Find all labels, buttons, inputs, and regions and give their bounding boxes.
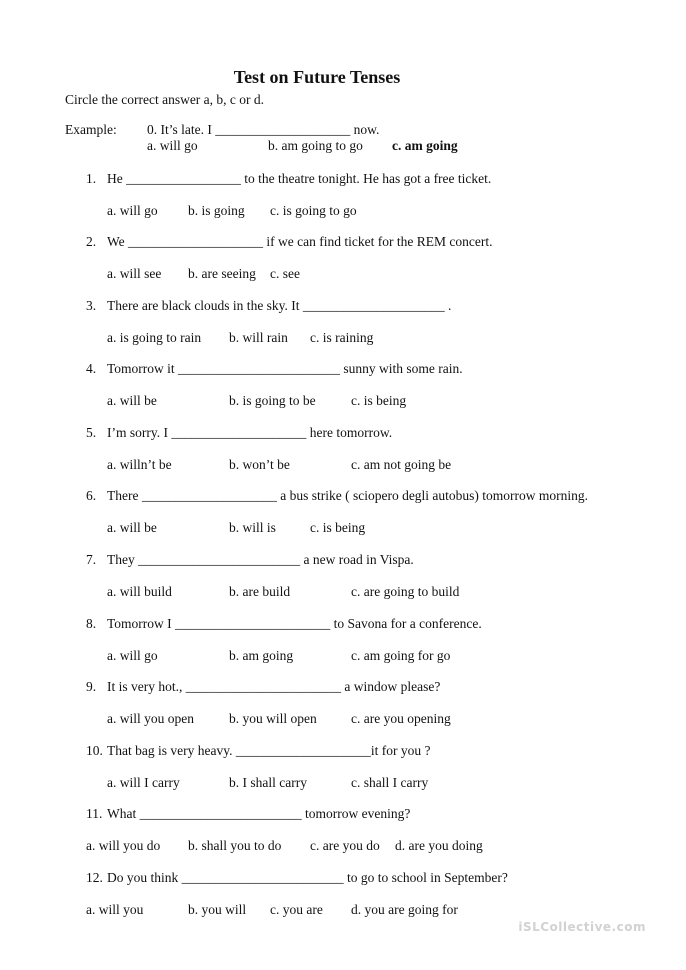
instructions: Circle the correct answer a, b, c or d. [65,92,265,107]
option-c[interactable]: c. shall I carry [351,775,429,790]
option-a[interactable]: a. will you open [107,711,194,726]
option-b[interactable]: b. am going [229,648,294,663]
option-d[interactable]: d. you are going for [351,902,458,917]
example-option-b: b. am going to go [268,138,363,153]
option-a[interactable]: a. will be [107,393,157,408]
option-a[interactable]: a. will be [107,520,157,535]
option-b[interactable]: b. is going [188,203,245,218]
option-c[interactable]: c. is being [351,393,407,408]
page-title: Test on Future Tenses [233,67,401,87]
option-c[interactable]: c. is raining [310,330,374,345]
question-text: What ________________________ tomorrow evening? [107,806,411,821]
example-stem: 0. It’s late. I ____________________ now. [147,122,380,137]
question-number: 6. [86,488,97,503]
option-b[interactable]: b. I shall carry [229,775,307,790]
question-number: 9. [86,679,97,694]
option-c[interactable]: c. are you do [310,838,380,853]
option-b[interactable]: b. will rain [229,330,288,345]
option-b[interactable]: b. are build [229,584,291,599]
example-option-a: a. will go [147,138,198,153]
question-number: 12. [86,870,103,885]
question-number: 4. [86,361,97,376]
option-c[interactable]: c. am going for go [351,648,451,663]
option-a[interactable]: a. willn’t be [107,457,172,472]
question-text: He _________________ to the theatre tonight. He has got a free ticket. [107,171,492,186]
question-text: Do you think ________________________ to go to school in September? [107,870,508,885]
question-text: It is very hot., _______________________ a window please? [107,679,441,694]
option-c[interactable]: c. see [270,266,300,281]
option-a[interactable]: a. will you [86,902,144,917]
option-a[interactable]: a. will I carry [107,775,180,790]
question-text: Tomorrow it ________________________ sunny with some rain. [107,361,463,376]
question-number: 10. [86,743,103,758]
question-text: That bag is very heavy. ____________________it for you ? [107,743,431,758]
option-a[interactable]: a. will go [107,648,158,663]
option-b[interactable]: b. won’t be [229,457,290,472]
option-b[interactable]: b. are seeing [188,266,256,281]
option-c[interactable]: c. are you opening [351,711,451,726]
option-a[interactable]: a. will you do [86,838,161,853]
option-c[interactable]: c. is going to go [270,203,357,218]
question-text: There are black clouds in the sky. It _____________________ . [107,298,452,313]
option-a[interactable]: a. is going to rain [107,330,202,345]
option-b[interactable]: b. you will [188,902,247,917]
question-text: We ____________________ if we can find ticket for the REM concert. [107,234,493,249]
question-number: 3. [86,298,97,313]
question-number: 1. [86,171,97,186]
option-c[interactable]: c. are going to build [351,584,460,599]
option-c[interactable]: c. you are [270,902,323,917]
question-text: I’m sorry. I ____________________ here tomorrow. [107,425,393,440]
question-number: 8. [86,616,97,631]
option-b[interactable]: b. shall you to do [188,838,282,853]
question-number: 2. [86,234,97,249]
option-a[interactable]: a. will see [107,266,162,281]
question-number: 5. [86,425,97,440]
option-b[interactable]: b. will is [229,520,276,535]
question-text: Tomorrow I _______________________ to Savona for a conference. [107,616,482,631]
example-option-c-answer: c. am going [392,138,458,153]
option-c[interactable]: c. am not going be [351,457,452,472]
watermark: iSLCollective.com [518,920,646,934]
option-d[interactable]: d. are you doing [395,838,483,853]
option-b[interactable]: b. you will open [229,711,317,726]
question-number: 7. [86,552,97,567]
question-text: There ____________________ a bus strike ( sciopero degli autobus) tomorrow morning. [107,488,589,503]
option-a[interactable]: a. will build [107,584,172,599]
option-a[interactable]: a. will go [107,203,158,218]
option-c[interactable]: c. is being [310,520,366,535]
question-text: They ________________________ a new road in Vispa. [107,552,414,567]
option-b[interactable]: b. is going to be [229,393,316,408]
question-number: 11. [86,806,103,821]
example-label: Example: [65,122,117,137]
